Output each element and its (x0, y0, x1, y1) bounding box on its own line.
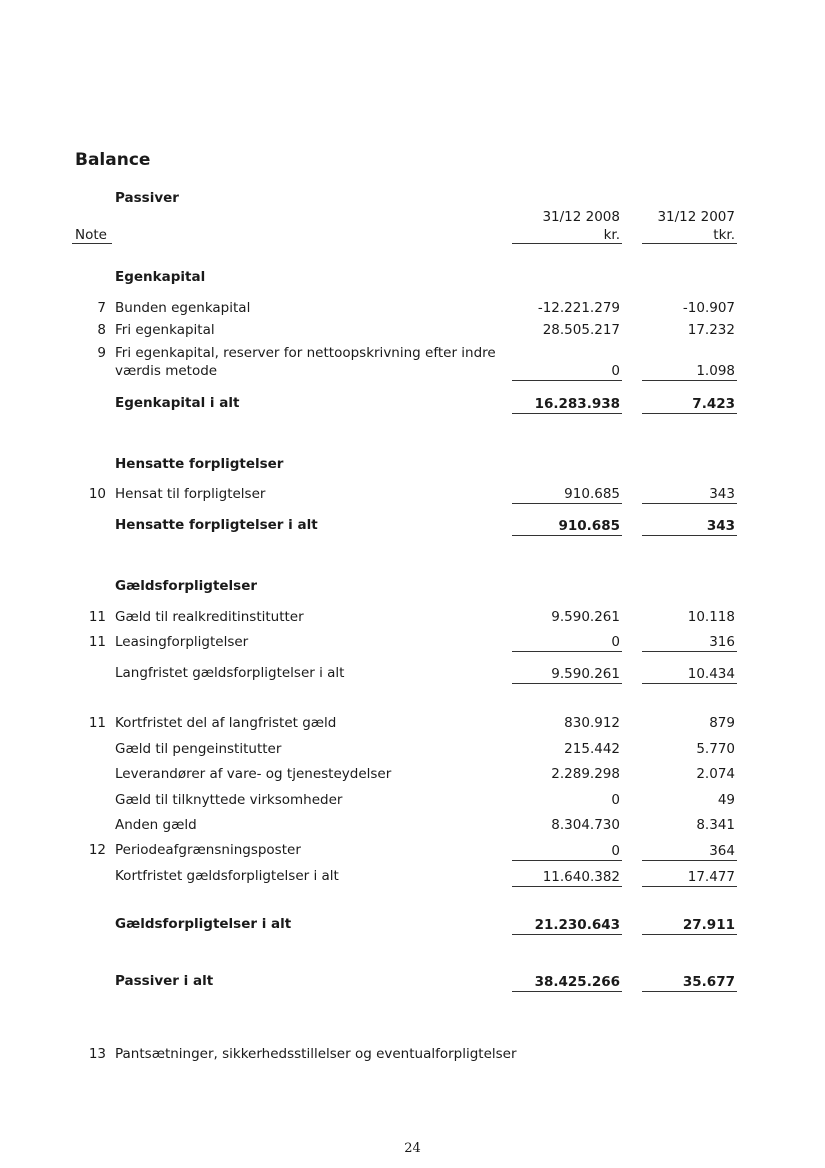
note-header-rule (72, 243, 112, 244)
col-2007-unit: tkr. (713, 227, 735, 243)
row-value-2007: 364 (709, 843, 735, 859)
total-rule (642, 413, 737, 414)
subtotal-rule (642, 860, 737, 861)
row-value-2008: 28.505.217 (542, 322, 620, 338)
row-label: Hensat til forpligtelser (115, 486, 266, 502)
row-label: Leverandører af vare- og tjenesteydelser (115, 766, 392, 782)
row-note: 9 (97, 345, 106, 361)
row-label: Gæld til pengeinstitutter (115, 741, 282, 757)
col-2007-date: 31/12 2007 (657, 209, 735, 225)
subtotal-rule (642, 886, 737, 887)
row-value-2007: 49 (717, 792, 735, 808)
row-value-2007: 343 (709, 486, 735, 502)
row-value-2008: 215.442 (564, 741, 620, 757)
row-label: Fri egenkapital, reserver for nettoopskrivning efter indre (115, 345, 496, 361)
row-value-2007: 8.341 (696, 817, 735, 833)
total-value-2007: 343 (706, 518, 735, 534)
egenkapital-heading: Egenkapital (115, 269, 206, 285)
col-2007-header-rule (642, 243, 737, 244)
row-value-2008: -12.221.279 (537, 300, 620, 316)
grand-total-label: Passiver i alt (115, 973, 214, 989)
total-label: Egenkapital i alt (115, 395, 240, 411)
total-label: Gældsforpligtelser i alt (115, 916, 292, 932)
col-2008-unit: kr. (603, 227, 620, 243)
page-number: 24 (404, 1141, 421, 1156)
footnote-label: Pantsætninger, sikkerhedsstillelser og eventualforpligtelser (115, 1046, 517, 1062)
row-label: Periodeafgrænsningsposter (115, 842, 301, 858)
row-value-2008: 0 (611, 634, 620, 650)
subtotal-rule (512, 503, 622, 504)
row-label: Kortfristet del af langfristet gæld (115, 715, 337, 731)
total-value-2008: 16.283.938 (534, 396, 620, 412)
row-label-continued: værdis metode (115, 363, 218, 379)
subtotal-rule (512, 380, 622, 381)
total-rule (642, 535, 737, 536)
total-value-2007: 27.911 (682, 917, 735, 933)
total-value-2007: 7.423 (692, 396, 735, 412)
subtotal-rule (642, 380, 737, 381)
subtotal-rule (512, 886, 622, 887)
row-value-2008: 8.304.730 (551, 817, 620, 833)
row-note: 7 (97, 300, 106, 316)
grand-total-value-2008: 38.425.266 (534, 974, 620, 990)
col-2008-date: 31/12 2008 (542, 209, 620, 225)
hensatte-heading: Hensatte forpligtelser (115, 456, 284, 472)
total-rule (512, 934, 622, 935)
row-value-2008: 2.289.298 (551, 766, 620, 782)
row-label: Leasingforpligtelser (115, 634, 249, 650)
row-value-2007: 5.770 (696, 741, 735, 757)
col-2008-header-rule (512, 243, 622, 244)
row-value-2008: 9.590.261 (551, 609, 620, 625)
row-value-2007: 316 (709, 634, 735, 650)
total-value-2008: 910.685 (558, 518, 620, 534)
subtotal-value-2007: 17.477 (687, 869, 735, 885)
subtotal-rule (642, 503, 737, 504)
total-rule (512, 991, 622, 992)
row-value-2008: 830.912 (564, 715, 620, 731)
row-value-2008: 0 (611, 792, 620, 808)
row-label: Anden gæld (115, 817, 197, 833)
row-value-2007: 10.118 (687, 609, 735, 625)
row-value-2007: -10.907 (682, 300, 735, 316)
row-label: Gæld til realkreditinstitutter (115, 609, 304, 625)
subtotal-rule (512, 651, 622, 652)
row-note: 11 (88, 609, 106, 625)
subtotal-rule (512, 860, 622, 861)
footnote-note: 13 (88, 1046, 106, 1062)
row-note: 11 (88, 715, 106, 731)
total-rule (512, 535, 622, 536)
section-title: Passiver (115, 190, 179, 206)
gaeld-heading: Gældsforpligtelser (115, 578, 258, 594)
row-value-2007: 2.074 (696, 766, 735, 782)
note-header: Note (75, 227, 107, 243)
row-label: Gæld til tilknyttede virksomheder (115, 792, 343, 808)
subtotal-rule (512, 683, 622, 684)
subtotal-rule (642, 683, 737, 684)
page-title: Balance (75, 150, 151, 170)
row-value-2007: 1.098 (696, 363, 735, 379)
row-value-2008: 0 (611, 843, 620, 859)
subtotal-value-2008: 9.590.261 (551, 666, 620, 682)
row-label: Bunden egenkapital (115, 300, 251, 316)
subtotal-value-2008: 11.640.382 (542, 869, 620, 885)
row-note: 10 (88, 486, 106, 502)
total-label: Hensatte forpligtelser i alt (115, 517, 318, 533)
row-value-2008: 910.685 (564, 486, 620, 502)
row-value-2008: 0 (611, 363, 620, 379)
total-value-2008: 21.230.643 (534, 917, 620, 933)
subtotal-label: Langfristet gældsforpligtelser i alt (115, 665, 345, 681)
row-label: Fri egenkapital (115, 322, 215, 338)
row-note: 11 (88, 634, 106, 650)
total-rule (642, 991, 737, 992)
row-note: 12 (88, 842, 106, 858)
total-rule (512, 413, 622, 414)
row-value-2007: 879 (709, 715, 735, 731)
row-value-2007: 17.232 (687, 322, 735, 338)
subtotal-value-2007: 10.434 (687, 666, 735, 682)
subtotal-rule (642, 651, 737, 652)
subtotal-label: Kortfristet gældsforpligtelser i alt (115, 868, 339, 884)
total-rule (642, 934, 737, 935)
row-note: 8 (97, 322, 106, 338)
grand-total-value-2007: 35.677 (682, 974, 735, 990)
